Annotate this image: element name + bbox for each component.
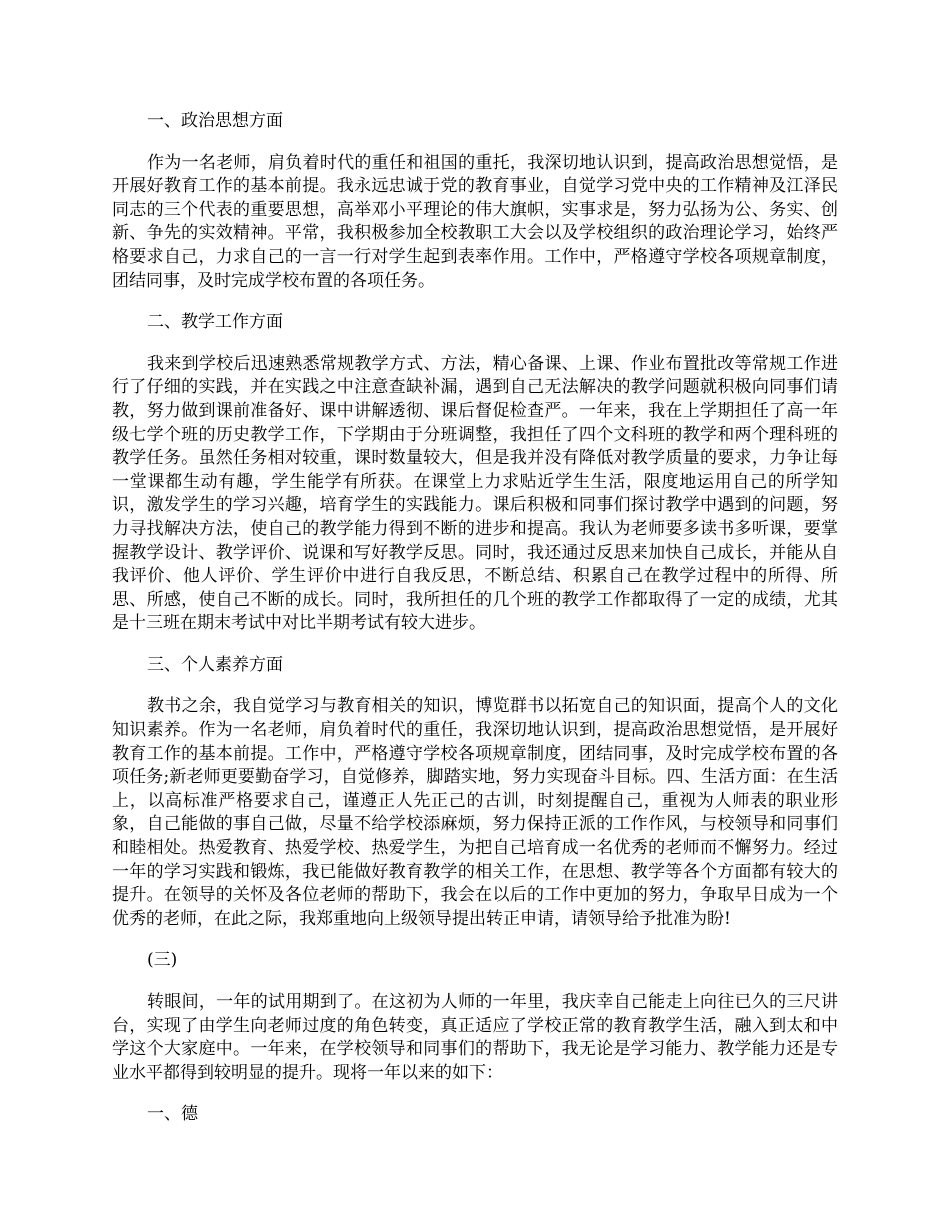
section-heading-teaching: 二、教学工作方面 (147, 312, 283, 333)
paragraph-politics: 作为一名老师，肩负着时代的重任和祖国的重托，我深切地认识到，提高政治思想觉悟，是开展好教育工作的基本前提。我永远忠诚于党的教育事业，自觉学习党中央的工作精神及江泽民同志的三个代表的重要思想，高举邓小平理论的伟大旗帜，实事求是，努力弘扬为公、务实、创新、争先的实效精神。平常，我积极参加全校教职工大会以及学校组织的政治理论学习，始终严格要求自己，力求自己的一言一行对学生起到表率作用。工作中，严格遵守学校各项规章制度，团结同事，及时完成学校布置的各项任务。 (112, 152, 838, 291)
paragraph-teaching: 我来到学校后迅速熟悉常规教学方式、方法，精心备课、上课、作业布置批改等常规工作进行了仔细的实践，并在实践之中注意查缺补漏，遇到自己无法解决的教学问题就积极向同事们请教，努力做到课前准备好、课中讲解透彻、课后督促检查严。一年来，我在上学期担任了高一年级七学个班的历史教学工作，下学期由于分班调整，我担任了四个文科班的教学和两个理科班的教学任务。虽然任务相对较重，课时数量较大，但是我并没有降低对教学质量的要求，力争让每一堂课都生动有趣，学生能学有所获。在课堂上力求贴近学生生活，限度地运用自己的所学知识，激发学生的学习兴趣，培育学生的实践能力。课后积极和同事们探讨教学中遇到的问题，努力寻找解决方法，使自己的教学能力得到不断的进步和提高。我认为老师要多读书多听课，要掌握教学设计、教学评价、说课和写好教学反思。同时，我还通过反思来加快自己成长，并能从自我评价、他人评价、学生评价中进行自我反思，不断总结、积累自己在教学过程中的所得、所思、所感，使自己不断的成长。同时，我所担任的几个班的教学工作都取得了一定的成绩，尤其是十三班在期末考试中对比半期考试有较大进步。 (112, 353, 838, 634)
section-heading-politics: 一、政治思想方面 (147, 111, 283, 131)
paragraph-part-three: 转眼间，一年的试用期到了。在这初为人师的一年里，我庆幸自己能走上向往已久的三尺讲台，实现了由学生向老师过度的角色转变，真正适应了学校正常的教育教学生活，融入到太和中学这个大家庭中。一年来，在学校领导和同事们的帮助下，我无论是学习能力、教学能力还是专业水平都得到较明显的提升。现将一年以来的如下： (112, 992, 838, 1083)
document-body (112, 110, 838, 1127)
paragraph-personal-quality: 教书之余，我自觉学习与教育相关的知识，博览群书以拓宽自己的知识面，提高个人的文化知识素养。作为一名老师，肩负着时代的重任，我深切地认识到，提高政治思想觉悟，是开展好教育工作的基本前提。工作中，严格遵守学校各项规章制度，团结同事，及时完成学校布置的各项任务;新老师更要勤奋学习，自觉修养，脚踏实地，努力实现奋斗目标。四、生活方面：在生活上，以高标准严格要求自己，谨遵正人先正己的古训，时刻提醒自己，重视为人师表的职业形象，自己能做的事自己做，尽量不给学校添麻烦，努力保持正派的工作作风，与校领导和同事们和睦相处。热爱教育、热爱学校、热爱学生，为把自己培育成一名优秀的老师而不懈努力。经过一年的学习实践和锻炼，我已能做好教育教学的相关工作，在思想、教学等各个方面都有较大的提升。在领导的关怀及各位老师的帮助下，我会在以后的工作中更加的努力，争取早日成为一个优秀的老师，在此之际，我郑重地向上级领导提出转正申请，请领导给予批准为盼! (112, 696, 838, 929)
section-heading-personal-quality: 三、个人素养方面 (147, 654, 283, 675)
section-heading-morality: 一、德 (147, 1104, 198, 1125)
section-heading-part-three: (三) (147, 950, 178, 971)
